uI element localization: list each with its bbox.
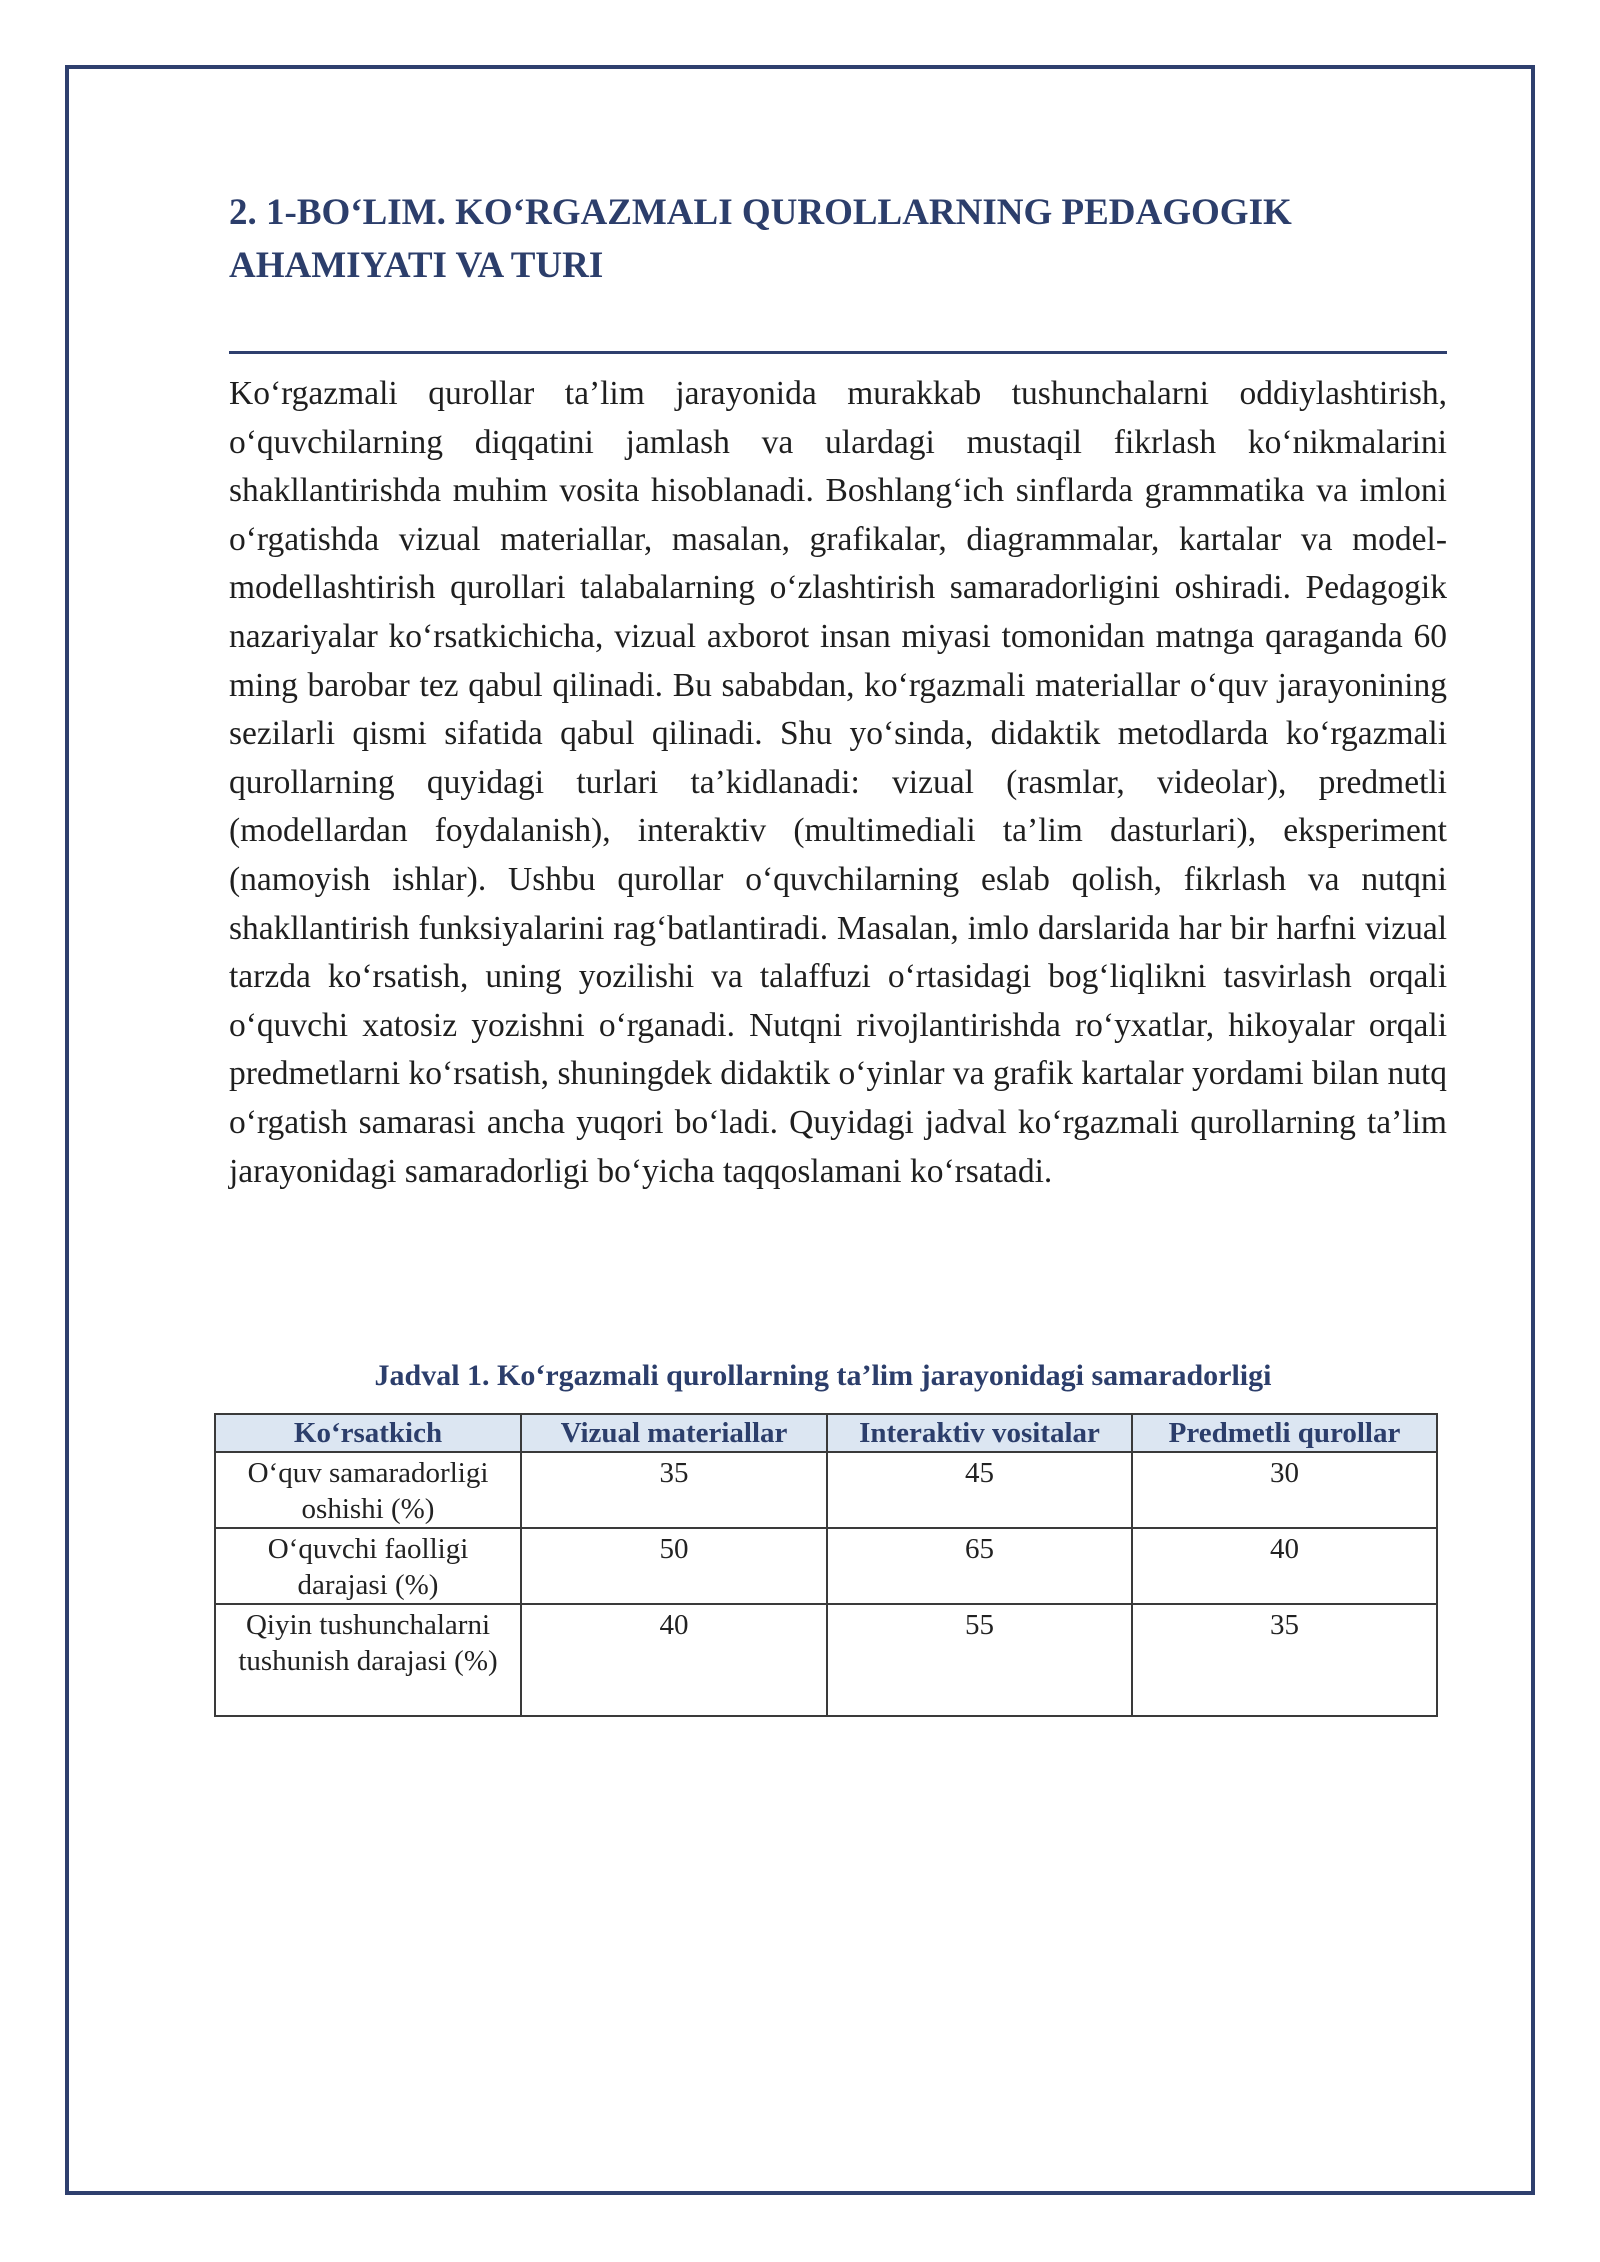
table-row <box>215 1528 1437 1604</box>
table-row <box>215 1452 1437 1528</box>
cell-value: 50 <box>521 1528 827 1604</box>
row-label: O‘quvchi faolligi darajasi (%) <box>215 1528 521 1604</box>
header-visual-materials: Vizual materiallar <box>521 1414 827 1452</box>
cell-value: 45 <box>827 1452 1132 1528</box>
cell-value: 30 <box>1132 1452 1437 1528</box>
effectiveness-table <box>214 1413 1438 1717</box>
header-interactive-tools: Interaktiv vositalar <box>827 1414 1132 1452</box>
row-label: O‘quv samaradorligi oshishi (%) <box>215 1452 521 1528</box>
table-row <box>215 1604 1437 1716</box>
cell-value: 40 <box>1132 1528 1437 1604</box>
cell-value: 40 <box>521 1604 827 1716</box>
row-label: Qiyin tushunchalarni tushunish darajasi (%) <box>215 1604 521 1716</box>
cell-value: 65 <box>827 1528 1132 1604</box>
header-object-tools: Predmetli qurollar <box>1132 1414 1437 1452</box>
table-header-row <box>215 1414 1437 1452</box>
heading-divider <box>229 351 1447 354</box>
cell-value: 35 <box>521 1452 827 1528</box>
header-indicator: Ko‘rsatkich <box>215 1414 521 1452</box>
table-caption: Jadval 1. Ko‘rgazmali qurollarning ta’lim jarayonidagi samaradorligi <box>374 1359 1272 1392</box>
cell-value: 55 <box>827 1604 1132 1716</box>
body-paragraph: Ko‘rgazmali qurollar ta’lim jarayonida murakkab tushunchalarni oddiylashtirish, o‘quvchilarning diqqatini jamlash va ulardagi mustaqil fikrlash ko‘nikmalarini shakllantirishda muhim vosita hisoblanadi. Boshlang‘ich sinflarda grammatika va imloni o‘rgatishda vizual materiallar, masalan, grafikalar, diagrammalar, kartalar va model-modellashtirish qurollari talabalarning o‘zlashtirish samaradorligini oshiradi. Pedagogik nazariyalar ko‘rsatkichicha, vizual axborot insan miyasi tomonidan matnga qaraganda 60 ming barobar tez qabul qilinadi. Bu sababdan, ko‘rgazmali materiallar o‘quv jarayonining sezilarli qismi sifatida qabul qilinadi. Shu yo‘sinda, didaktik metodlarda ko‘rgazmali qurollarning quyidagi turlari ta’kidlanadi: vizual (rasmlar, videolar), predmetli (modellardan foydalanish), interaktiv (multimediali ta’lim dasturlari), eksperiment (namoyish ishlar). Ushbu qurollar o‘quvchilarning eslab qolish, fikrlash va nutqni shakllantirish funksiyalarini rag‘batlantiradi. Masalan, imlo darslarida har bir harfni vizual tarzda ko‘rsatish, uning yozilishi va talaffuzi o‘rtasidagi bog‘liqlikni tasvirlash orqali o‘quvchi xatosiz yozishni o‘rganadi. Nutqni rivojlantirishda ro‘yxatlar, hikoyalar orqali predmetlarni ko‘rsatish, shuningdek didaktik o‘yinlar va grafik kartalar yordami bilan nutq o‘rgatish samarasi ancha yuqori bo‘ladi. Quyidagi jadval ko‘rgazmali qurollarning ta’lim jarayonidagi samaradorligi bo‘yicha taqqoslamani ko‘rsatadi. <box>229 375 1447 1190</box>
cell-value: 35 <box>1132 1604 1437 1716</box>
heading-line-1: 2. 1-BO‘LIM. KO‘RGAZMALI QUROLLARNING PEDAGOGIK <box>229 192 1292 233</box>
heading-line-2: AHAMIYATI VA TURI <box>229 245 604 286</box>
section-heading <box>229 186 1449 292</box>
